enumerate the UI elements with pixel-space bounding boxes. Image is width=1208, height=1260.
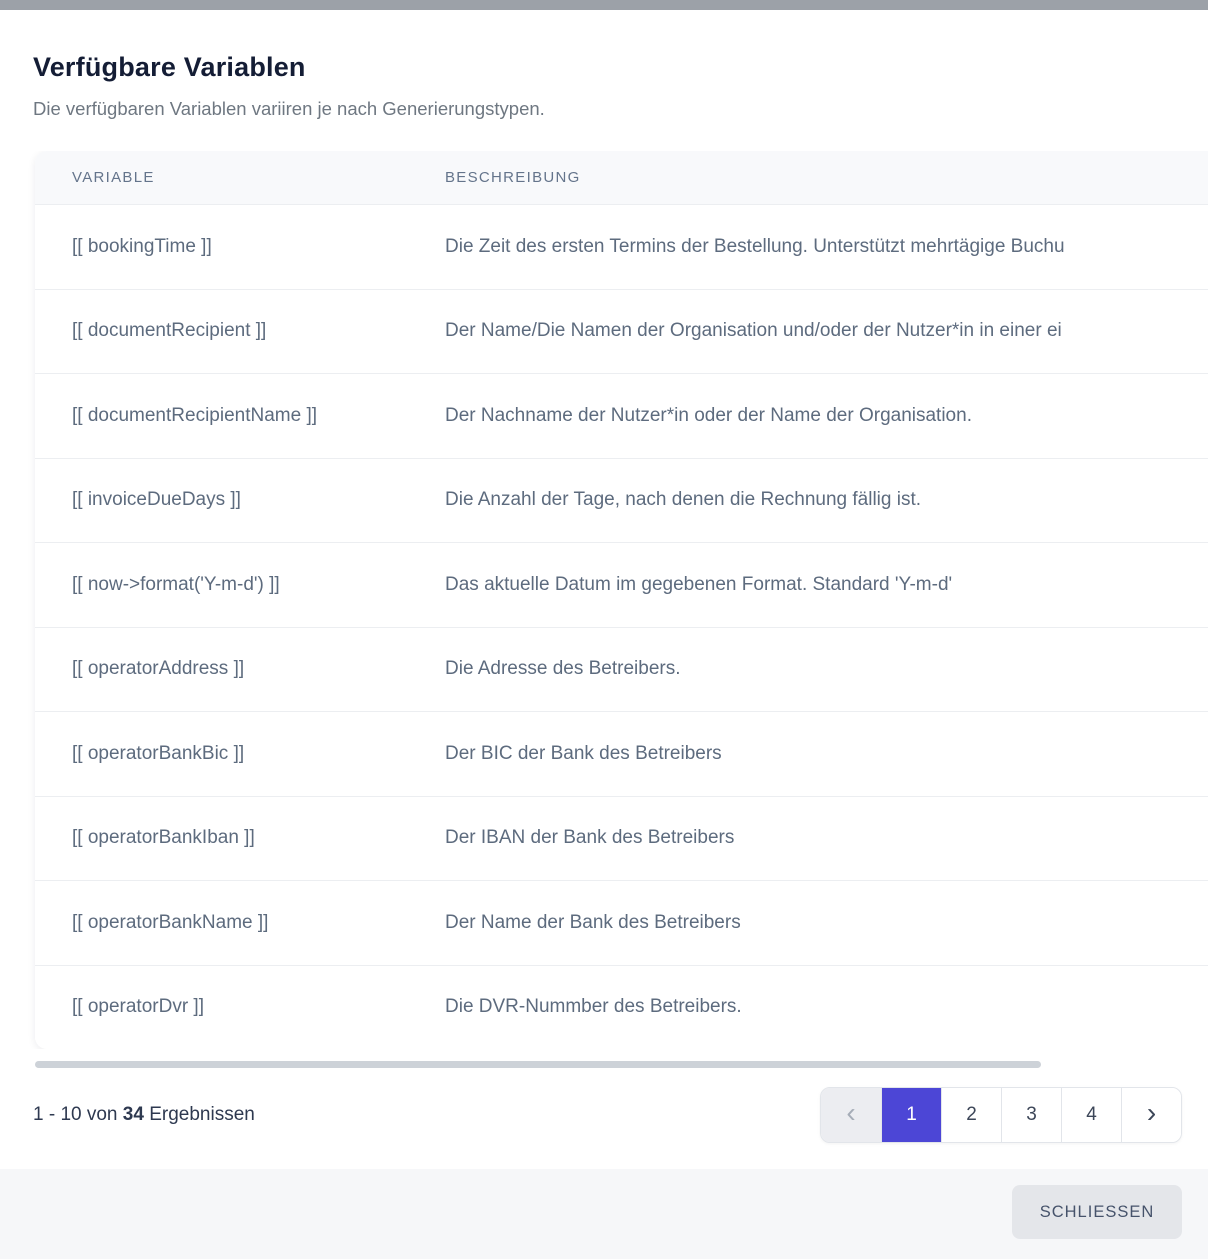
table-row	[35, 627, 1208, 712]
description-cell: Der Name der Bank des Betreibers	[445, 911, 741, 933]
description-cell: Der Name/Die Namen der Organisation und/oder der Nutzer*in in einer ei	[445, 320, 1062, 342]
table-row	[35, 204, 1208, 289]
variable-cell: [[ invoiceDueDays ]]	[72, 489, 241, 511]
description-cell: Der Nachname der Nutzer*in oder der Name der Organisation.	[445, 404, 972, 426]
table-row	[35, 965, 1208, 1050]
modal-dialog	[0, 51, 1208, 1143]
description-cell: Die DVR-Nummber des Betreibers.	[445, 996, 742, 1018]
description-cell: Der BIC der Bank des Betreibers	[445, 742, 722, 764]
chevron-right-icon: ›	[1146, 1097, 1157, 1128]
table-header-row	[35, 151, 1208, 204]
table-row	[35, 542, 1208, 627]
table-row	[35, 796, 1208, 881]
table-row	[35, 458, 1208, 543]
table-row	[35, 880, 1208, 965]
page-button-4[interactable]: 4	[1061, 1088, 1121, 1142]
modal-footer	[0, 1169, 1208, 1259]
top-overlay-bar	[0, 0, 1208, 10]
column-header-beschreibung: BESCHREIBUNG	[445, 169, 581, 186]
variable-cell: [[ operatorAddress ]]	[72, 658, 245, 680]
variable-cell: [[ operatorDvr ]]	[72, 996, 204, 1018]
variable-cell: [[ documentRecipient ]]	[72, 320, 267, 342]
description-cell: Die Anzahl der Tage, nach denen die Rechnung fällig ist.	[445, 489, 922, 511]
results-suffix: Ergebnissen	[149, 1104, 255, 1125]
prev-page-button[interactable]	[821, 1088, 881, 1142]
description-cell: Das aktuelle Datum im gegebenen Format. Standard 'Y-m-d'	[445, 573, 953, 595]
page-button-3[interactable]: 3	[1001, 1088, 1061, 1142]
table-scroll-area	[0, 151, 1208, 1049]
next-page-button[interactable]	[1121, 1088, 1181, 1142]
variable-cell: [[ bookingTime ]]	[72, 235, 212, 257]
results-prefix: 1 - 10 von	[33, 1104, 118, 1125]
close-button[interactable]: SCHLIESSEN	[1012, 1185, 1182, 1239]
column-header-variable: VARIABLE	[72, 169, 155, 186]
table-row	[35, 289, 1208, 374]
pagination	[820, 1087, 1182, 1143]
variable-cell: [[ now->format('Y-m-d') ]]	[72, 573, 280, 595]
page-button-2[interactable]: 2	[941, 1088, 1001, 1142]
horizontal-scrollbar[interactable]	[35, 1061, 1041, 1068]
chevron-left-icon: ‹	[846, 1097, 856, 1128]
page-button-1[interactable]: 1	[881, 1088, 941, 1142]
variable-cell: [[ operatorBankName ]]	[72, 911, 269, 933]
variable-cell: [[ documentRecipientName ]]	[72, 404, 318, 426]
page-title: Verfügbare Variablen	[33, 52, 306, 82]
variable-cell: [[ operatorBankBic ]]	[72, 742, 245, 764]
results-total: 34	[122, 1104, 144, 1125]
description-cell: Der IBAN der Bank des Betreibers	[445, 827, 735, 849]
table-row	[35, 373, 1208, 458]
description-cell: Die Zeit des ersten Termins der Bestellung. Unterstützt mehrtägige Buchu	[445, 235, 1065, 257]
variable-cell: [[ operatorBankIban ]]	[72, 827, 255, 849]
description-cell: Die Adresse des Betreibers.	[445, 658, 681, 680]
results-count	[33, 1104, 255, 1126]
table-row	[35, 711, 1208, 796]
variables-table	[35, 151, 1208, 1049]
pagination-row	[33, 1087, 1182, 1143]
page-subtitle: Die verfügbaren Variablen variiren je nach Generierungstypen.	[33, 98, 545, 119]
